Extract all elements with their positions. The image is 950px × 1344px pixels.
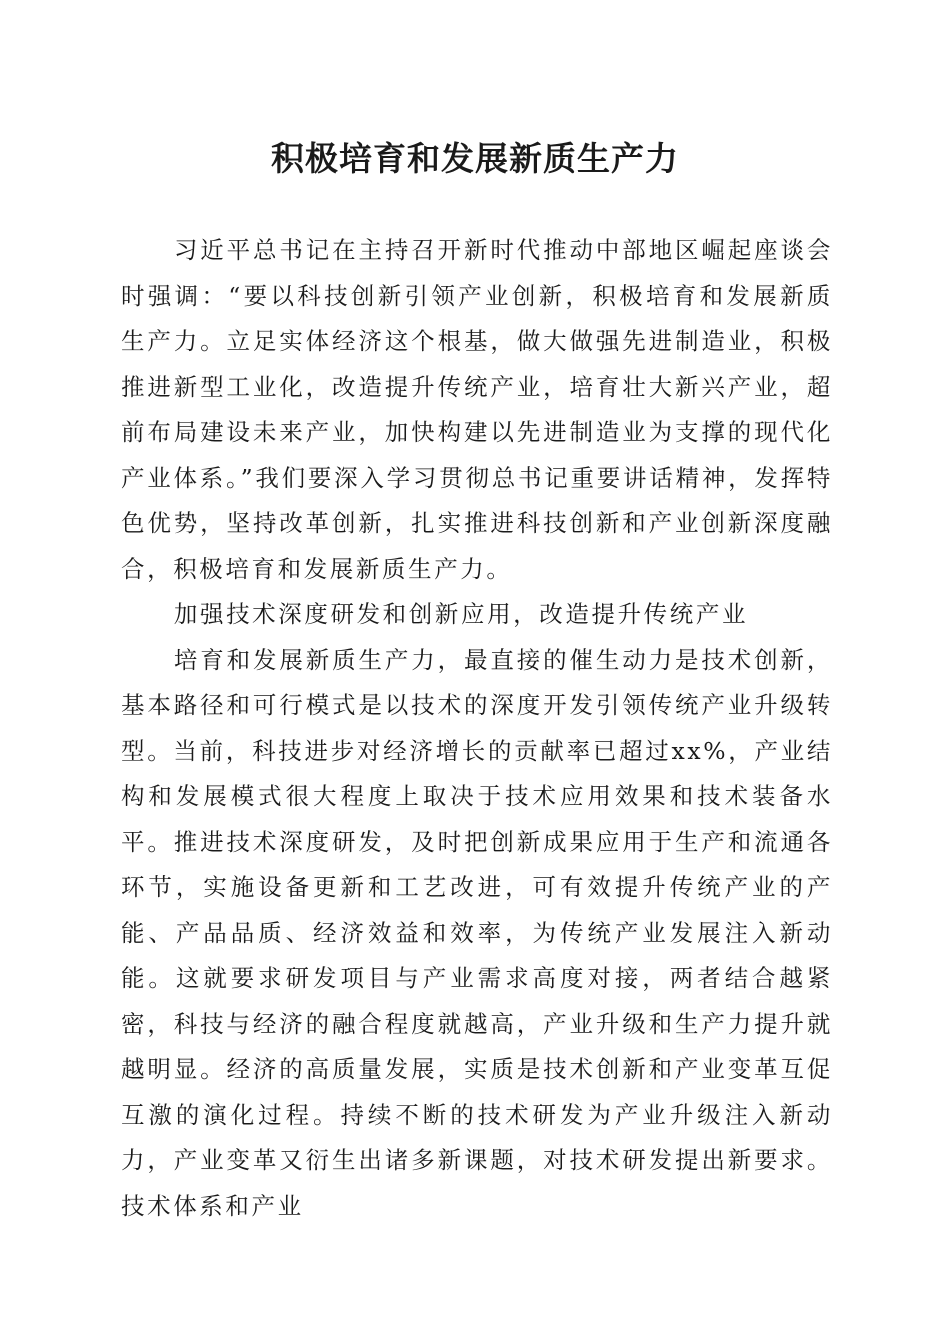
document-title: 积极培育和发展新质生产力 [271, 139, 679, 178]
section-heading: 加强技术深度研发和创新应用，改造提升传统产业 [173, 600, 749, 628]
paragraph-technology: 培育和发展新质生产力，最直接的催生动力是技术创新，基本路径和可行模式是以技术的深度开发引领传统产业升级转型。当前，科技进步对经济增长的贡献率已超过xx%，产业结构和发展模式很大程度上取决于技术应用效果和技术装备水平。推进技术深度研发，及时把创新成果应用于生产和流通各环节，实施设备更新和工艺改进，可有效提升传统产业的产能、产品品质、经济效益和效率，为传统产业发展注入新动能。这就要求研发项目与产业需求高度对接，两者结合越紧密，科技与经济的融合程度就越高，产业升级和生产力提升就越明显。经济的高质量发展，实质是技术创新和产业变革互促互激的演化过程。持续不断的技术研发为产业升级注入新动力，产业变革又衍生出诸多新课题，对技术研发提出新要求。技术体系和产业 [121, 645, 833, 1220]
paragraph-intro: 习近平总书记在主持召开新时代推动中部地区崛起座谈会时强调：“要以科技创新引领产业创新，积极培育和发展新质生产力。立足实体经济这个根基，做大做强先进制造业，积极推进新型工业化，改造提升传统产业，培育壮大新兴产业，超前布局建设未来产业，加快构建以先进制造业为支撑的现代化产业体系。”我们要深入学习贯彻总书记重要讲话精神，发挥特色优势，坚持改革创新，扎实推进科技创新和产业创新深度融合，积极培育和发展新质生产力。 [121, 236, 833, 583]
document-body [121, 228, 833, 1229]
